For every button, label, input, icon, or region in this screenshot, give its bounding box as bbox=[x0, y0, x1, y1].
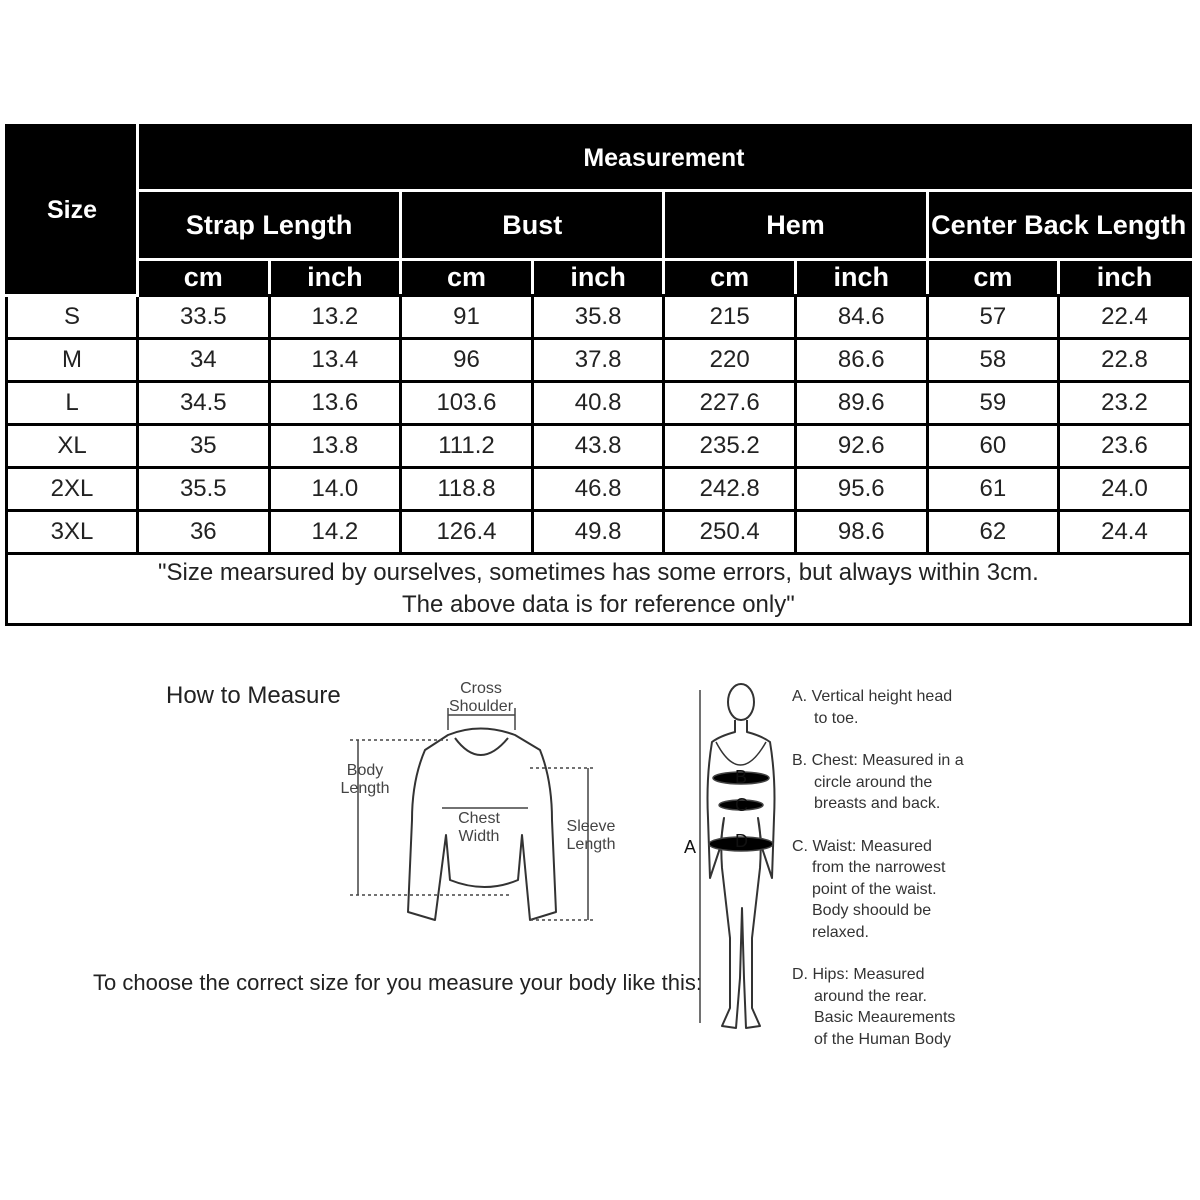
value-cell: 34 bbox=[138, 339, 270, 382]
table-row bbox=[7, 425, 1191, 468]
note-line: point of the waist. bbox=[812, 880, 937, 898]
body-length-label bbox=[330, 762, 400, 798]
value-cell: 98.6 bbox=[795, 511, 927, 554]
size-header: Size bbox=[7, 126, 138, 296]
marker-c: C bbox=[735, 795, 748, 815]
marker-b: B bbox=[735, 767, 748, 787]
table-row bbox=[7, 382, 1191, 425]
figure-head bbox=[728, 684, 754, 720]
value-cell: 58 bbox=[927, 339, 1059, 382]
reference-note bbox=[7, 554, 1191, 625]
value-cell: 13.6 bbox=[269, 382, 401, 425]
body-measure-notes bbox=[792, 686, 992, 1071]
value-cell: 13.8 bbox=[269, 425, 401, 468]
value-cell: 57 bbox=[927, 296, 1059, 339]
label-line: Width bbox=[458, 828, 500, 845]
value-cell: 35.8 bbox=[532, 296, 664, 339]
value-cell: 60 bbox=[927, 425, 1059, 468]
value-cell: 22.8 bbox=[1059, 339, 1191, 382]
note-row bbox=[7, 554, 1191, 625]
note-line: circle around the bbox=[814, 773, 933, 791]
value-cell: 35 bbox=[138, 425, 270, 468]
label-line: Length bbox=[566, 836, 616, 853]
note-line: breasts and back. bbox=[814, 795, 941, 812]
value-cell: 220 bbox=[664, 339, 796, 382]
value-cell: 37.8 bbox=[532, 339, 664, 382]
value-cell: 23.2 bbox=[1059, 382, 1191, 425]
table-body bbox=[7, 296, 1191, 625]
marker-a: A bbox=[684, 837, 697, 857]
value-cell: 24.0 bbox=[1059, 468, 1191, 511]
value-cell: 215 bbox=[664, 296, 796, 339]
center-back-length-header: Center Back Length bbox=[927, 191, 1190, 260]
value-cell: 126.4 bbox=[401, 511, 533, 554]
value-cell: 92.6 bbox=[795, 425, 927, 468]
label-line: Body bbox=[346, 762, 384, 779]
note-b bbox=[792, 750, 992, 815]
note-c bbox=[792, 836, 992, 944]
table-row bbox=[7, 511, 1191, 554]
note-line-2: The above data is for reference only" bbox=[402, 591, 795, 618]
value-cell: 24.4 bbox=[1059, 511, 1191, 554]
value-cell: 95.6 bbox=[795, 468, 927, 511]
note-line: C. Waist: Measured bbox=[792, 837, 932, 855]
size-cell: L bbox=[7, 382, 138, 425]
note-line: A. Vertical height head bbox=[792, 688, 953, 705]
note-line: relaxed. bbox=[812, 923, 869, 941]
label-line: Sleeve bbox=[566, 818, 616, 835]
measurement-header: Measurement bbox=[138, 126, 1191, 191]
value-cell: 118.8 bbox=[401, 468, 533, 511]
value-cell: 14.2 bbox=[269, 511, 401, 554]
note-line-1: "Size mearsured by ourselves, sometimes has some errors, but always within 3cm. bbox=[157, 559, 1039, 586]
value-cell: 89.6 bbox=[795, 382, 927, 425]
unit-header: cm bbox=[138, 260, 270, 296]
strap-length-header: Strap Length bbox=[138, 191, 401, 260]
hem-header: Hem bbox=[664, 191, 927, 260]
unit-header: cm bbox=[927, 260, 1059, 296]
unit-header: inch bbox=[269, 260, 401, 296]
size-chart-table bbox=[5, 124, 1192, 626]
value-cell: 49.8 bbox=[532, 511, 664, 554]
note-line: around the rear. bbox=[814, 987, 927, 1005]
value-cell: 62 bbox=[927, 511, 1059, 554]
unit-header: cm bbox=[401, 260, 533, 296]
table-row bbox=[7, 296, 1191, 339]
measure-instruction: To choose the correct size for you measure your body like this: bbox=[93, 970, 702, 995]
value-cell: 36 bbox=[138, 511, 270, 554]
value-cell: 13.4 bbox=[269, 339, 401, 382]
value-cell: 86.6 bbox=[795, 339, 927, 382]
note-line: from the narrowest bbox=[812, 859, 946, 876]
label-line: Length bbox=[340, 780, 390, 797]
value-cell: 35.5 bbox=[138, 468, 270, 511]
value-cell: 227.6 bbox=[664, 382, 796, 425]
value-cell: 96 bbox=[401, 339, 533, 382]
body-figure-diagram bbox=[680, 678, 790, 1038]
value-cell: 59 bbox=[927, 382, 1059, 425]
value-cell: 235.2 bbox=[664, 425, 796, 468]
value-cell: 91 bbox=[401, 296, 533, 339]
cross-shoulder-label bbox=[436, 680, 526, 716]
label-line: Shoulder bbox=[448, 698, 514, 715]
value-cell: 46.8 bbox=[532, 468, 664, 511]
value-cell: 40.8 bbox=[532, 382, 664, 425]
size-cell: 3XL bbox=[7, 511, 138, 554]
note-line: Basic Meaurements bbox=[814, 1009, 956, 1026]
value-cell: 242.8 bbox=[664, 468, 796, 511]
marker-d: D bbox=[735, 831, 748, 851]
note-line: of the Human Body bbox=[814, 1030, 951, 1048]
size-cell: XL bbox=[7, 425, 138, 468]
sweater-neck bbox=[455, 738, 508, 755]
label-line: Chest bbox=[458, 810, 500, 827]
unit-header: inch bbox=[795, 260, 927, 296]
how-to-measure-title: How to Measure bbox=[166, 682, 341, 709]
note-d bbox=[792, 964, 992, 1050]
note-line: Body shoould be bbox=[812, 902, 932, 919]
size-cell: S bbox=[7, 296, 138, 339]
note-line: D. Hips: Measured bbox=[792, 966, 925, 983]
value-cell: 14.0 bbox=[269, 468, 401, 511]
value-cell: 34.5 bbox=[138, 382, 270, 425]
value-cell: 23.6 bbox=[1059, 425, 1191, 468]
value-cell: 84.6 bbox=[795, 296, 927, 339]
value-cell: 22.4 bbox=[1059, 296, 1191, 339]
value-cell: 33.5 bbox=[138, 296, 270, 339]
table-row bbox=[7, 339, 1191, 382]
value-cell: 250.4 bbox=[664, 511, 796, 554]
bust-header: Bust bbox=[401, 191, 664, 260]
sleeve-length-label bbox=[556, 818, 626, 854]
value-cell: 111.2 bbox=[401, 425, 533, 468]
unit-header: inch bbox=[532, 260, 664, 296]
note-line: to toe. bbox=[814, 709, 859, 727]
size-cell: M bbox=[7, 339, 138, 382]
chest-width-label bbox=[446, 810, 512, 846]
size-cell: 2XL bbox=[7, 468, 138, 511]
table-row bbox=[7, 468, 1191, 511]
unit-header: cm bbox=[664, 260, 796, 296]
note-a bbox=[792, 686, 992, 729]
value-cell: 13.2 bbox=[269, 296, 401, 339]
unit-header: inch bbox=[1059, 260, 1191, 296]
value-cell: 103.6 bbox=[401, 382, 533, 425]
label-line: Cross bbox=[460, 680, 502, 697]
value-cell: 43.8 bbox=[532, 425, 664, 468]
note-line: B. Chest: Measured in a bbox=[792, 752, 964, 769]
value-cell: 61 bbox=[927, 468, 1059, 511]
